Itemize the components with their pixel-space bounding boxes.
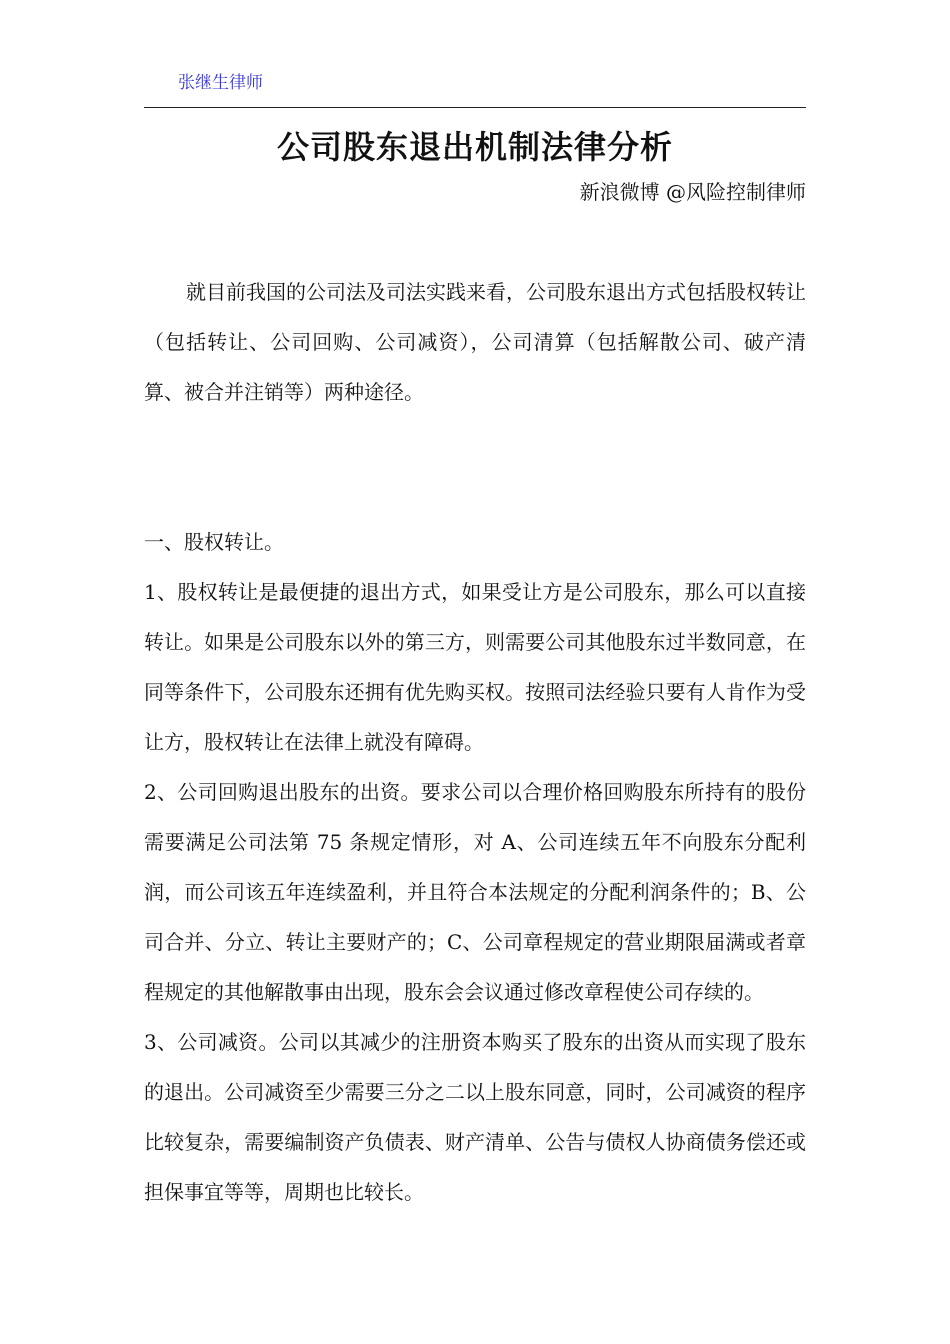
document-body xyxy=(144,267,806,1217)
document-byline: 新浪微博 @风险控制律师 xyxy=(579,180,806,204)
body-paragraph: 1、股权转让是最便捷的退出方式，如果受让方是公司股东，那么可以直接转让。如果是公司股东以外的第三方，则需要公司其他股东过半数同意，在同等条件下，公司股东还拥有优先购买权。按照司法经验只要有人肯作为受让方，股权转让在法律上就没有障碍。 xyxy=(144,580,806,754)
header-divider xyxy=(144,107,806,108)
body-paragraph: 2、公司回购退出股东的出资。要求公司以合理价格回购股东所持有的股份需要满足公司法第 75 条规定情形，对 A、公司连续五年不向股东分配利润，而公司该五年连续盈利，并且符合本法规定的分配利润条件的；B、公司合并、分立、转让主要财产的；C、公司章程规定的营业期限届满或者章程规定的其他解散事由出现，股东会会议通过修改章程使公司存续的。 xyxy=(144,780,806,1004)
section-heading: 一、股权转让。 xyxy=(144,530,284,554)
body-paragraph: 3、公司减资。公司以其减少的注册资本购买了股东的出资从而实现了股东的退出。公司减资至少需要三分之二以上股东同意，同时，公司减资的程序比较复杂，需要编制资产负债表、财产清单、公告与债权人协商债务偿还或担保事宜等等，周期也比较长。 xyxy=(144,1030,806,1204)
header-author: 张继生律师 xyxy=(178,73,263,93)
document-title: 公司股东退出机制法律分析 xyxy=(276,128,673,166)
intro-paragraph: 就目前我国的公司法及司法实践来看，公司股东退出方式包括股权转让（包括转让、公司回购、公司减资），公司清算（包括解散公司、破产清算、被合并注销等）两种途径。 xyxy=(144,280,806,404)
paragraph-spacer xyxy=(144,417,806,517)
